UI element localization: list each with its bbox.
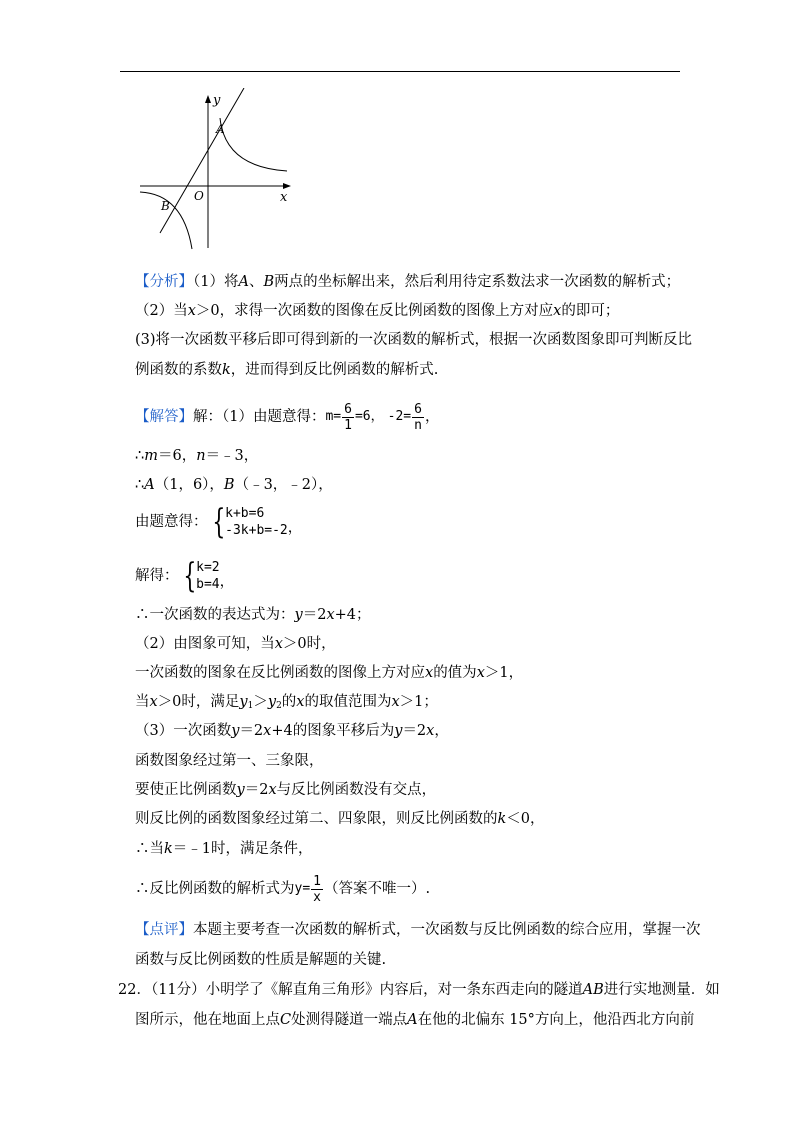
- var: B: [263, 274, 275, 290]
- text: 则反比例的函数图象经过第二、四象限，则反比例函数的: [135, 811, 498, 827]
- origin-label: O: [194, 189, 204, 203]
- comment-line-1: [135, 920, 701, 940]
- var: y: [236, 782, 245, 798]
- text: ＞0时，满足: [157, 694, 240, 710]
- text: +4的图象平移后为: [271, 723, 395, 739]
- analysis-line-2: [135, 301, 619, 321]
- question-22-line-2: [135, 1010, 694, 1030]
- var: y: [239, 694, 248, 710]
- text: ＞: [253, 694, 268, 710]
- var: m: [144, 448, 158, 464]
- y-axis-arrow-icon: [205, 95, 211, 103]
- answer-tag: 【解答】: [135, 409, 193, 425]
- denominator: 1: [344, 417, 352, 433]
- text: （1，6），: [154, 477, 224, 493]
- text: ，进而得到反比例函数的解析式.: [230, 362, 439, 378]
- hyperbola-branch-first-quadrant: [220, 118, 287, 171]
- analysis-line-3: (3)将一次函数平移后即可得到新的一次函数的解析式，根据一次函数图象即可判断反比: [135, 332, 693, 348]
- var: x: [426, 723, 435, 739]
- text: ∴当: [135, 841, 164, 857]
- answer-line-15: [135, 869, 430, 909]
- answer-line-4: [135, 502, 302, 542]
- equation-system: [225, 505, 288, 539]
- text: ＞1；: [399, 694, 438, 710]
- var: x: [268, 782, 277, 798]
- text: （1）将: [193, 274, 239, 290]
- text: 的取值范围为: [304, 694, 392, 710]
- text: （2）当: [135, 303, 188, 319]
- text: ＞1，: [484, 665, 524, 681]
- text: 两点的坐标解出来，然后利用待定系数法求一次函数的解析式；: [274, 274, 681, 290]
- answer-line-10: [135, 721, 449, 741]
- text: ∴一次函数的表达式为：: [135, 607, 295, 623]
- text: ＜0，: [506, 811, 545, 827]
- var: y: [267, 694, 277, 710]
- var: k: [497, 811, 507, 827]
- text: 解得：: [135, 568, 179, 584]
- text: ，: [424, 409, 440, 425]
- analysis-line-1: [135, 272, 680, 292]
- comment-line-2: 函数与反比例函数的性质是解题的关键.: [135, 952, 387, 968]
- text: ＝﹣1时，满足条件，: [172, 841, 313, 857]
- analysis-line-4: [135, 360, 438, 380]
- text: ∴反比例函数的解析式为: [135, 881, 295, 897]
- denominator: x: [313, 889, 321, 905]
- text: ＝6，: [157, 448, 197, 464]
- math: y=: [294, 881, 311, 896]
- question-22-line-1: [118, 980, 720, 1000]
- text: ＝2: [239, 723, 264, 739]
- text: ∴: [135, 477, 145, 493]
- answer-line-7: [135, 634, 336, 654]
- text: 由题意得：: [135, 514, 208, 530]
- var: k: [164, 841, 173, 857]
- left-brace-icon: {: [182, 556, 196, 596]
- text: （2）由图象可知，当: [135, 636, 275, 652]
- text: 图所示，他在地面上点: [135, 1012, 280, 1028]
- var: x: [149, 694, 158, 710]
- text: 22．（11分）小明学了《解直角三角形》内容后，对一条东西走向的隧道: [118, 982, 583, 998]
- text: ＞0时，: [282, 636, 336, 652]
- text: 本题主要考查一次函数的解析式，一次函数与反比例函数的综合应用，掌握一次: [193, 922, 701, 938]
- text: ，: [219, 574, 235, 590]
- equation: k+b=6: [225, 506, 265, 521]
- text: 、: [248, 274, 264, 290]
- text: ，: [287, 520, 303, 536]
- var: x: [391, 694, 400, 710]
- text: （答案不唯一）.: [323, 881, 431, 897]
- equation: k=2: [196, 560, 220, 575]
- text: ＝2: [402, 723, 427, 739]
- fraction-1-over-x: [311, 874, 323, 905]
- answer-line-1: [135, 399, 439, 435]
- var: x: [425, 665, 434, 681]
- text: （3）一次函数: [135, 723, 232, 739]
- subscript: 2: [276, 701, 282, 711]
- answer-line-12: [135, 780, 436, 800]
- text: 要使正比例函数: [135, 782, 237, 798]
- var: x: [274, 636, 283, 652]
- text: 解：（1）由题意得：: [193, 409, 326, 425]
- point-a-label: A: [216, 122, 225, 136]
- var: k: [222, 362, 231, 378]
- analysis-tag: 【分析】: [135, 274, 193, 290]
- var: AB: [582, 982, 604, 998]
- fraction-6-over-n: [412, 402, 424, 433]
- text: 当: [135, 694, 150, 710]
- var: y: [294, 607, 303, 623]
- text: ，: [434, 723, 449, 739]
- x-axis-arrow-icon: [283, 183, 291, 189]
- text: 与反比例函数没有交点，: [276, 782, 437, 798]
- equation: b=4: [196, 577, 220, 592]
- math: m=: [325, 409, 342, 424]
- x-axis-label: x: [280, 190, 288, 205]
- text: ＝2: [302, 607, 327, 623]
- numerator: 1: [313, 873, 321, 889]
- equation: -3k+b=-2: [225, 523, 288, 538]
- var: n: [196, 448, 206, 464]
- answer-line-11: 函数图象经过第一、三象限，: [135, 753, 324, 769]
- text: 的值为: [433, 665, 477, 681]
- numerator: 6: [344, 401, 352, 417]
- function-graph: [135, 88, 300, 253]
- text: 的即可；: [561, 303, 620, 319]
- answer-line-6: [135, 605, 371, 625]
- fraction-6-over-1: [342, 402, 354, 433]
- text: 一次函数的图象在反比例函数的图像上方对应: [135, 665, 425, 681]
- var: x: [553, 303, 562, 319]
- text: 的: [281, 694, 297, 710]
- header-rule: [120, 71, 680, 72]
- var: A: [144, 477, 155, 493]
- var: x: [187, 303, 196, 319]
- answer-line-3: [135, 475, 333, 495]
- text: ＝2: [244, 782, 269, 798]
- text: ∴: [135, 448, 145, 464]
- text: 处测得隧道一端点: [291, 1012, 408, 1028]
- text: ＞0，求得一次函数的图像在反比例函数的图像上方对应: [195, 303, 554, 319]
- answer-line-2: [135, 446, 258, 466]
- var: A: [407, 1012, 418, 1028]
- text: （﹣3，﹣2），: [234, 477, 333, 493]
- subscript: 1: [247, 701, 254, 711]
- var: x: [296, 694, 305, 710]
- var: C: [280, 1012, 292, 1028]
- var: x: [476, 665, 485, 681]
- var: A: [238, 274, 249, 290]
- math: -2=: [387, 409, 412, 424]
- numerator: 6: [414, 401, 422, 417]
- math: =6，: [354, 409, 384, 424]
- point-b-label: B: [161, 199, 170, 213]
- text: 例函数的系数: [135, 362, 222, 378]
- var: y: [394, 723, 403, 739]
- solution-system: [196, 559, 219, 593]
- answer-line-14: [135, 839, 313, 859]
- var: x: [263, 723, 272, 739]
- text: +4；: [334, 607, 371, 623]
- answer-line-5: [135, 556, 234, 596]
- left-brace-icon: {: [211, 502, 225, 542]
- var: y: [231, 723, 240, 739]
- text: 进行实地测量．如: [603, 982, 720, 998]
- answer-line-8: [135, 663, 523, 683]
- text: 在他的北偏东 15°方向上，他沿西北方向前: [417, 1012, 695, 1028]
- answer-line-9: [135, 692, 438, 716]
- var: B: [223, 477, 235, 493]
- answer-line-13: [135, 809, 545, 829]
- var: x: [326, 607, 335, 623]
- linear-function-line: [160, 88, 244, 233]
- y-axis-label: y: [213, 93, 221, 108]
- denominator: n: [414, 417, 422, 433]
- comment-tag: 【点评】: [135, 922, 193, 938]
- text: ＝﹣3，: [205, 448, 259, 464]
